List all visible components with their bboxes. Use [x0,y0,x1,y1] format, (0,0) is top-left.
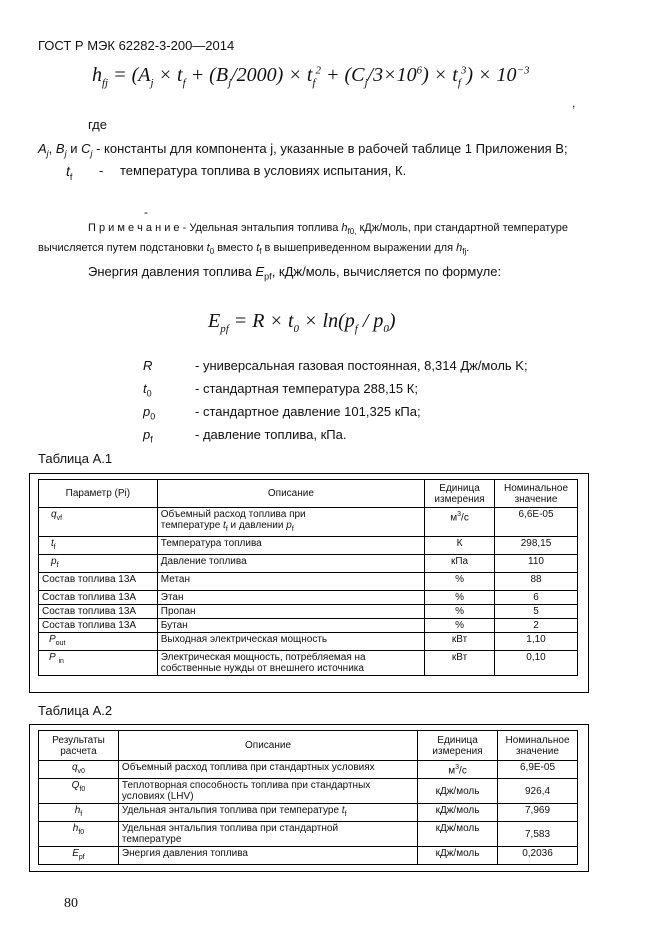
table1-unit: $м^3/с$ [425,508,495,537]
table1-header-desc: Описание [157,480,424,508]
table1-param: $t_f$ [39,537,158,555]
table2-param: $Q_{f0}$ [39,779,119,804]
table-row [39,573,578,591]
definition-abc [38,141,568,159]
table1-value: 6,6E-05 [495,508,578,537]
table-row [39,633,578,651]
table1-unit: кПа [425,555,495,573]
table-row [39,804,578,822]
table-row [39,555,578,573]
table1-desc: Объемный расход топлива при температуре $t_f$ и давлении $p_f$ [157,508,424,537]
table2-param: $h_f$ [39,804,119,822]
note-line-1: П р и м е ч а н и е - Удельная энтальпия топлива $h_{f0,}$ кДж/моль, при стандартной температуре [88,222,569,237]
table1-unit: кВт [425,651,495,676]
table1-value: 1,10 [495,633,578,651]
definition-abc-text: - константы для компонента j, указанные в рабочей таблице 1 Приложения В; [96,141,568,156]
table2-param: $q_{v0}$ [39,761,119,779]
table1-desc: Пропан [157,605,424,619]
table1-value: 298,15 [495,537,578,555]
definition-tf-var: $t_f$ [66,163,73,182]
table2-value: 926,4 [498,779,578,804]
def-sym-t0: $t_0$ [143,381,152,399]
table2-unit: кДж/моль [418,779,498,804]
table-row [39,537,578,555]
table1-param: P $_{in}$ [39,651,158,676]
table2-desc: Объемный расход топлива при стандартных условиях [118,761,417,779]
def-text-t0: - стандартная температура 288,15 К; [195,381,418,396]
table2-desc: Энергия давления топлива [118,847,417,865]
table1-unit: К [425,537,495,555]
formula-hfj-text: $h_{fj} = (A_j \times t_f + (B_j/2000) \times t_f^2 + (C_j/3\times 10^6) \times t_f^3) \times 10^{-3}$ [92,64,530,89]
table-row [39,508,578,537]
formula-comma: , [572,96,576,110]
definition-tf-dash: - [99,163,104,178]
table-row [39,779,578,804]
table-a1 [38,479,578,676]
table1-desc: Выходная электрическая мощность [157,633,424,651]
table-row [39,847,578,865]
table2-header-unit: Единица измерения [418,731,498,761]
table2-unit: кДж/моль [418,847,498,865]
table1-value: 88 [495,573,578,591]
table1-unit: % [425,573,495,591]
table1-value: 6 [495,591,578,605]
formula-epf: $E_{pf} = R \times t_0 \times \ln(p_f / p_0)$ [208,310,396,335]
definition-tf-text: температура топлива в условиях испытания, К. [120,163,407,178]
table2-value: 7,969 [498,804,578,822]
def-sym-R: R [143,358,153,373]
table2-param: $E_{pf}$ [39,847,119,865]
table1-header-value: Номинальное значение [495,480,578,508]
table-row [39,591,578,605]
def-text-p0: - стандартное давление 101,325 кПа; [195,404,421,419]
table1-param: Состав топлива 13А [39,591,158,605]
table1-unit: % [425,619,495,633]
page-number: 80 [64,896,78,911]
table-a2 [38,730,578,865]
table2-value: 6,9E-05 [498,761,578,779]
def-text-pf: - давление топлива, кПа. [195,427,347,442]
table1-value: 2 [495,619,578,633]
table2-unit: $м^3/с$ [418,761,498,779]
table2-desc: Удельная энтальпия топлива при температуре $t_f$ [118,804,417,822]
note-line-2: вычисляется путем подстановки $t_0$ вместо $t_f$ в вышеприведенном выражении для $h_{fj}$. [38,242,470,257]
document-header: ГОСТ Р МЭК 62282-3-200—2014 [38,38,235,53]
table1-value: 0,10 [495,651,578,676]
table1-header-param-text: Параметр (Pi) [65,488,131,499]
table1-header-param [39,480,158,508]
table2-header-param: Результаты расчета [39,731,119,761]
table1-caption: Таблица А.1 [38,451,113,466]
formula-hfj [92,64,529,89]
table2-header-value: Номинальное значение [498,731,578,761]
table1-desc: Метан [157,573,424,591]
table-row [39,619,578,633]
table1-param: $q_{vf}$ [39,508,158,537]
table1-desc: Этан [157,591,424,605]
def-sym-pf: $p_f$ [143,427,153,445]
table1-param: $P_{out}$ [39,633,158,651]
stray-dash: - [144,205,148,219]
table2-param: $h_{f0}$ [39,822,119,847]
table1-unit: % [425,591,495,605]
table1-value: 5 [495,605,578,619]
def-sym-p0: $p_0$ [143,404,156,422]
table-row [39,605,578,619]
energy-intro: Энергия давления топлива $E_{pf}$, кДж/моль, вычисляется по формуле: [88,264,502,282]
table-row [39,761,578,779]
where-label: где [88,117,107,132]
table1-desc: Температура топлива [157,537,424,555]
table-row [39,651,578,676]
table1-header-unit: Единица измерения [425,480,495,508]
table-row [39,822,578,847]
table2-unit: кДж/моль [418,804,498,822]
table1-unit: кВт [425,633,495,651]
table1-unit: % [425,605,495,619]
table1-param: Состав топлива 13А [39,619,158,633]
table2-desc: Теплотворная способность топлива при стандартных условиях (LHV) [118,779,417,804]
table1-desc: Электрическая мощность, потребляемая на собственные нужды от внешнего источника [157,651,424,676]
table1-param: Состав топлива 13А [39,605,158,619]
table2-value: 7,583 [498,822,578,847]
table2-value: 0,2036 [498,847,578,865]
table1-desc: Давление топлива [157,555,424,573]
table2-unit: кДж/моль [418,822,498,847]
table1-param: Состав топлива 13А [39,573,158,591]
table1-desc: Бутан [157,619,424,633]
definition-abc-vars: $A_j$, $B_j$ и $C_j$ [38,141,93,159]
table2-caption: Таблица А.2 [38,703,113,718]
table2-desc: Удельная энтальпия топлива при стандартной температуре [118,822,417,847]
table1-value: 110 [495,555,578,573]
table2-header-desc: Описание [118,731,417,761]
table1-param: $p_f$ [39,555,158,573]
def-text-R: - универсальная газовая постоянная, 8,314 Дж/моль K; [195,358,528,373]
